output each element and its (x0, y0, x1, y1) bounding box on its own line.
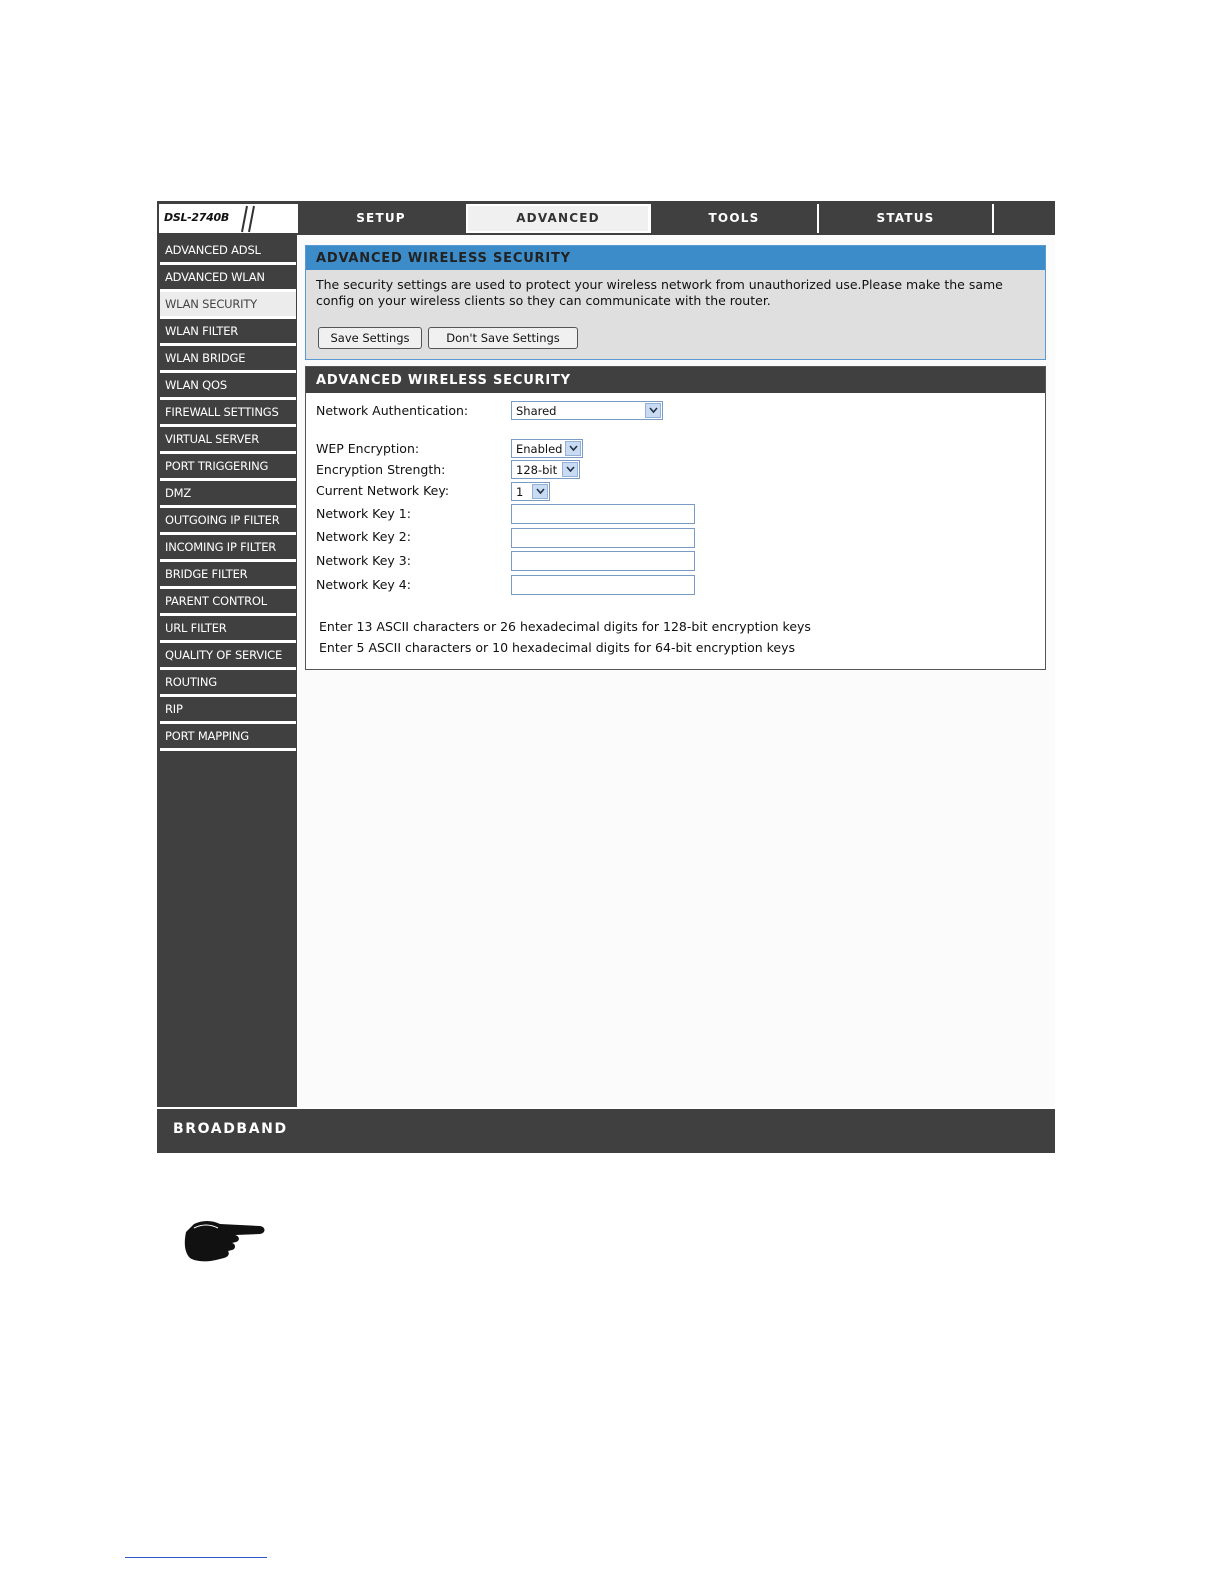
router-admin-frame (157, 201, 1055, 1151)
sidebar-item-wlan-filter[interactable]: WLAN FILTER (160, 319, 296, 346)
sidebar-item-incoming-ip-filter[interactable]: INCOMING IP FILTER (160, 535, 296, 562)
network-key-1-label: Network Key 1: (316, 506, 411, 521)
tab-status[interactable]: STATUS (817, 204, 992, 233)
sidebar-item-url-filter[interactable]: URL FILTER (160, 616, 296, 643)
sidebar-item-firewall-settings[interactable]: FIREWALL SETTINGS (160, 400, 296, 427)
network-auth-select[interactable] (511, 401, 663, 420)
network-key-4-label: Network Key 4: (316, 577, 411, 592)
main-content (297, 235, 1055, 1107)
key-note-128: Enter 13 ASCII characters or 26 hexadecimal digits for 128-bit encryption keys (319, 619, 811, 634)
save-settings-button[interactable]: Save Settings (318, 327, 422, 349)
sidebar-item-advanced-wlan[interactable]: ADVANCED WLAN (160, 265, 296, 292)
model-name: DSL-2740B (164, 211, 229, 224)
sidebar-item-parent-control[interactable]: PARENT CONTROL (160, 589, 296, 616)
chevron-down-icon (565, 441, 581, 456)
security-form-panel (305, 366, 1046, 670)
current-network-key-value: 1 (516, 485, 524, 499)
current-network-key-select[interactable] (511, 482, 550, 501)
sidebar-item-port-mapping[interactable]: PORT MAPPING (160, 724, 296, 751)
intro-description: The security settings are used to protect your wireless network from unauthorized use.Please make the same config on your wireless clients so they can communicate with the router. (316, 277, 1003, 308)
sidebar-item-dmz[interactable]: DMZ (160, 481, 296, 508)
encryption-strength-select[interactable] (511, 460, 580, 479)
sidebar-item-routing[interactable]: ROUTING (160, 670, 296, 697)
sidebar-item-port-triggering[interactable]: PORT TRIGGERING (160, 454, 296, 481)
network-key-3-input[interactable] (511, 551, 695, 571)
top-navigation (157, 201, 1055, 235)
sidebar-item-quality-of-service[interactable]: QUALITY OF SERVICE (160, 643, 296, 670)
chevron-down-icon (532, 484, 548, 499)
sidebar-item-wlan-bridge[interactable]: WLAN BRIDGE (160, 346, 296, 373)
network-key-1-input[interactable] (511, 504, 695, 524)
sidebar-item-bridge-filter[interactable]: BRIDGE FILTER (160, 562, 296, 589)
dont-save-settings-button[interactable]: Don't Save Settings (428, 327, 578, 349)
intro-panel (305, 245, 1046, 360)
encryption-strength-value: 128-bit (516, 463, 558, 477)
network-key-4-input[interactable] (511, 575, 695, 595)
current-network-key-label: Current Network Key: (316, 483, 450, 498)
chevron-down-icon (645, 403, 661, 418)
network-key-2-input[interactable] (511, 528, 695, 548)
form-title: ADVANCED WIRELESS SECURITY (306, 367, 1045, 393)
tab-advanced[interactable]: ADVANCED (466, 204, 650, 233)
sidebar (160, 238, 296, 751)
wep-encryption-label: WEP Encryption: (316, 441, 420, 456)
tab-tools[interactable]: TOOLS (649, 204, 817, 233)
sidebar-item-virtual-server[interactable]: VIRTUAL SERVER (160, 427, 296, 454)
wep-encryption-value: Enabled (516, 442, 563, 456)
intro-title: ADVANCED WIRELESS SECURITY (306, 246, 1045, 270)
network-auth-value: Shared (516, 404, 557, 418)
footer-bar (157, 1107, 1055, 1153)
wep-encryption-select[interactable] (511, 439, 583, 458)
sidebar-item-advanced-adsl[interactable]: ADVANCED ADSL (160, 238, 296, 265)
key-note-64: Enter 5 ASCII characters or 10 hexadecimal digits for 64-bit encryption keys (319, 640, 796, 655)
chevron-down-icon (562, 462, 578, 477)
sidebar-item-outgoing-ip-filter[interactable]: OUTGOING IP FILTER (160, 508, 296, 535)
logo-slash-icon (235, 204, 255, 233)
network-key-3-label: Network Key 3: (316, 553, 411, 568)
network-key-2-label: Network Key 2: (316, 529, 411, 544)
sidebar-item-wlan-security[interactable]: WLAN SECURITY (160, 292, 296, 319)
sidebar-item-wlan-qos[interactable]: WLAN QOS (160, 373, 296, 400)
tab-empty (992, 204, 1055, 233)
footer-brand: BROADBAND (173, 1121, 288, 1137)
product-logo (159, 204, 296, 233)
tab-setup[interactable]: SETUP (296, 204, 464, 233)
network-auth-label: Network Authentication: (316, 403, 469, 418)
pointing-hand-icon (180, 1214, 268, 1264)
encryption-strength-label: Encryption Strength: (316, 462, 446, 477)
sidebar-item-rip[interactable]: RIP (160, 697, 296, 724)
footnote-link-underline (125, 1557, 267, 1558)
